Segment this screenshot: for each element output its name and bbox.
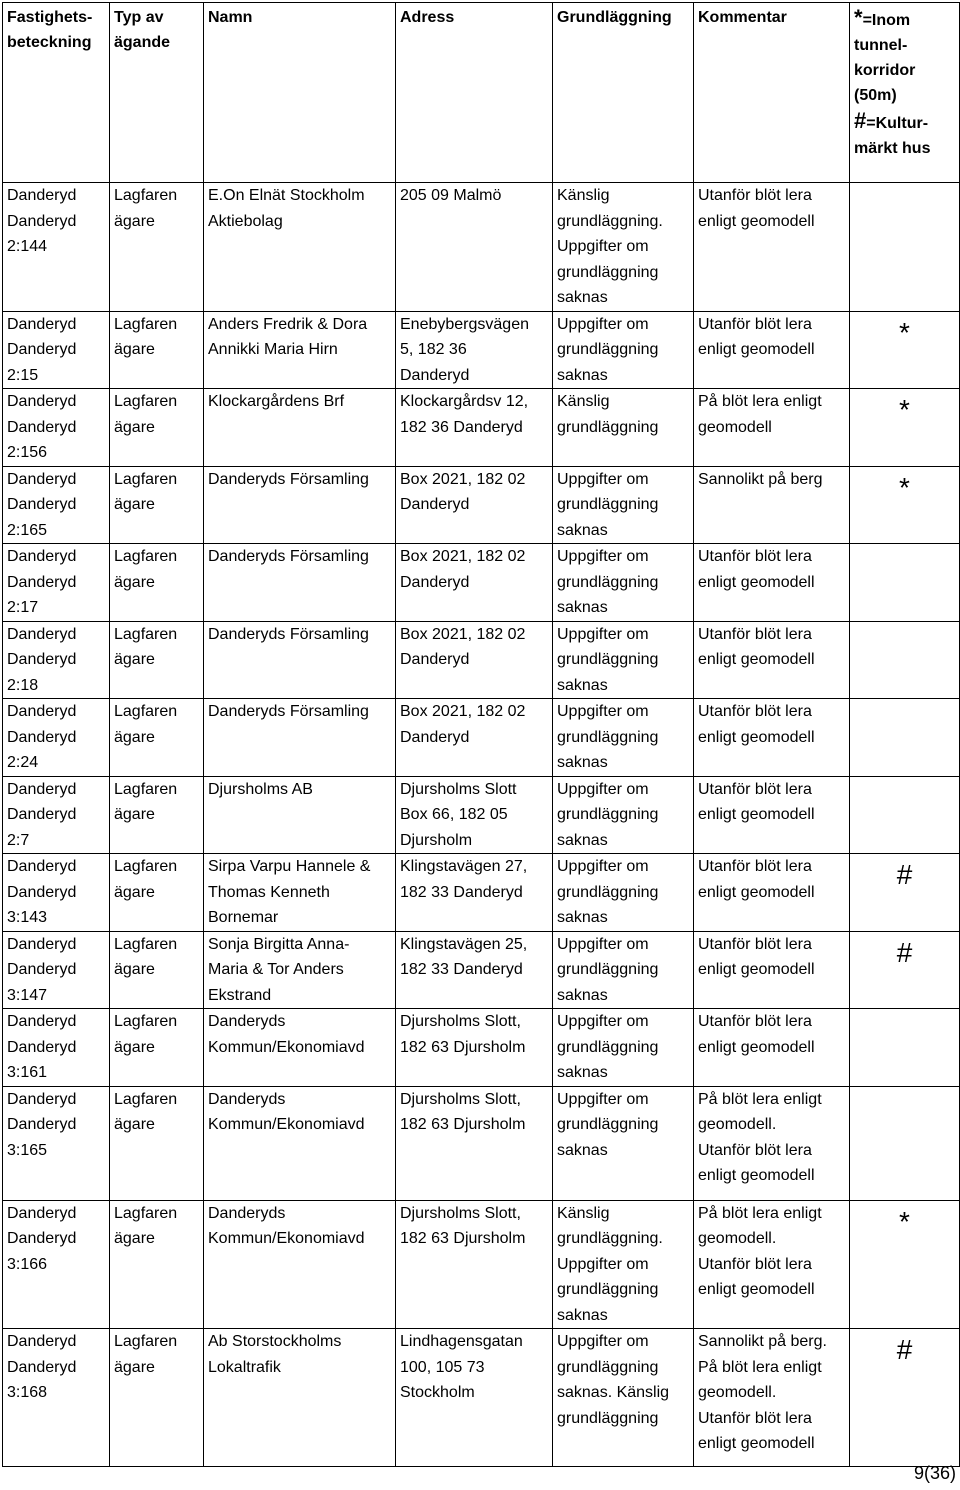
cell-adress: Djursholms Slott, 182 63 Djursholm [396, 1200, 553, 1329]
legend-hash [854, 108, 955, 161]
table-row [3, 1329, 960, 1467]
cell-adress: Klockargårdsv 12, 182 36 Danderyd [396, 389, 553, 467]
cell-fastighet: Danderyd Danderyd 2:18 [3, 621, 110, 699]
cell-fastighet: Danderyd Danderyd 3:147 [3, 931, 110, 1009]
cell-namn: Danderyds Församling [204, 699, 396, 777]
cell-typ: Lagfaren ägare [110, 854, 204, 932]
property-table [2, 2, 960, 1467]
legend-star-text: =Inom tunnel- korridor (50m) [854, 12, 916, 104]
cell-kommentar: På blöt lera enligt geomodell. Utanför blöt lera enligt geomodell [694, 1086, 850, 1200]
cell-kommentar: Utanför blöt lera enligt geomodell [694, 776, 850, 854]
cell-fastighet: Danderyd Danderyd 3:168 [3, 1329, 110, 1467]
cell-kommentar: Utanför blöt lera enligt geomodell [694, 699, 850, 777]
cell-adress: Box 2021, 182 02 Danderyd [396, 466, 553, 544]
cell-grundlaggning: Uppgifter om grundläggning saknas [553, 931, 694, 1009]
cell-typ: Lagfaren ägare [110, 621, 204, 699]
cell-namn: Sonja Birgitta Anna- Maria & Tor Anders Ekstrand [204, 931, 396, 1009]
cell-typ: Lagfaren ägare [110, 183, 204, 312]
header-grundlaggning: Grundläggning [553, 3, 694, 183]
cell-kommentar: På blöt lera enligt geomodell. Utanför blöt lera enligt geomodell [694, 1200, 850, 1329]
cell-grundlaggning: Uppgifter om grundläggning saknas [553, 1009, 694, 1087]
cell-fastighet: Danderyd Danderyd 3:166 [3, 1200, 110, 1329]
cell-adress: Lindhagensgatan 100, 105 73 Stockholm [396, 1329, 553, 1467]
table-row [3, 1086, 960, 1200]
header-namn: Namn [204, 3, 396, 183]
cell-marker [850, 544, 960, 622]
cell-fastighet: Danderyd Danderyd 3:143 [3, 854, 110, 932]
cell-grundlaggning: Uppgifter om grundläggning saknas [553, 1086, 694, 1200]
cell-kommentar: Sannolikt på berg. På blöt lera enligt geomodell. Utanför blöt lera enligt geomodell [694, 1329, 850, 1467]
cell-fastighet: Danderyd Danderyd 2:156 [3, 389, 110, 467]
cell-marker [850, 776, 960, 854]
cell-grundlaggning: Uppgifter om grundläggning saknas [553, 699, 694, 777]
cell-marker: # [850, 931, 960, 1009]
cell-grundlaggning: Uppgifter om grundläggning saknas [553, 311, 694, 389]
cell-marker: * [850, 1200, 960, 1329]
cell-marker: # [850, 854, 960, 932]
cell-marker: * [850, 311, 960, 389]
cell-namn: Danderyds Kommun/Ekonomiavd [204, 1009, 396, 1087]
legend-star [854, 5, 955, 108]
cell-namn: Danderyds Församling [204, 621, 396, 699]
cell-adress: Djursholms Slott Box 66, 182 05 Djursholm [396, 776, 553, 854]
header-kommentar: Kommentar [694, 3, 850, 183]
cell-adress: Klingstavägen 25, 182 33 Danderyd [396, 931, 553, 1009]
table-row [3, 621, 960, 699]
cell-marker [850, 699, 960, 777]
cell-marker [850, 621, 960, 699]
page-number: 9(36) [913, 1463, 956, 1483]
cell-adress: Enebybergsvägen 5, 182 36 Danderyd [396, 311, 553, 389]
legend-star-symbol: * [854, 5, 863, 30]
cell-adress: Box 2021, 182 02 Danderyd [396, 699, 553, 777]
table-row [3, 183, 960, 312]
cell-grundlaggning: Uppgifter om grundläggning saknas [553, 466, 694, 544]
cell-kommentar: Utanför blöt lera enligt geomodell [694, 183, 850, 312]
cell-namn: Sirpa Varpu Hannele & Thomas Kenneth Bornemar [204, 854, 396, 932]
cell-typ: Lagfaren ägare [110, 1086, 204, 1200]
cell-grundlaggning: Uppgifter om grundläggning saknas [553, 621, 694, 699]
cell-kommentar: På blöt lera enligt geomodell [694, 389, 850, 467]
cell-adress: Klingstavägen 27, 182 33 Danderyd [396, 854, 553, 932]
table-row [3, 1009, 960, 1087]
cell-namn: Djursholms AB [204, 776, 396, 854]
cell-marker [850, 1086, 960, 1200]
cell-adress: Box 2021, 182 02 Danderyd [396, 621, 553, 699]
table-row [3, 854, 960, 932]
cell-grundlaggning: Uppgifter om grundläggning saknas [553, 776, 694, 854]
cell-namn: Klockargårdens Brf [204, 389, 396, 467]
table-row [3, 776, 960, 854]
cell-typ: Lagfaren ägare [110, 1329, 204, 1467]
table-row [3, 699, 960, 777]
cell-namn: Danderyds Kommun/Ekonomiavd [204, 1086, 396, 1200]
cell-grundlaggning: Känslig grundläggning [553, 389, 694, 467]
cell-namn: E.On Elnät Stockholm Aktiebolag [204, 183, 396, 312]
table-row [3, 544, 960, 622]
cell-typ: Lagfaren ägare [110, 311, 204, 389]
cell-grundlaggning: Uppgifter om grundläggning saknas [553, 544, 694, 622]
header-typ: Typ av ägande [110, 3, 204, 183]
table-row [3, 931, 960, 1009]
cell-grundlaggning: Uppgifter om grundläggning saknas [553, 854, 694, 932]
cell-marker: # [850, 1329, 960, 1467]
cell-adress: 205 09 Malmö [396, 183, 553, 312]
cell-namn: Danderyds Församling [204, 544, 396, 622]
cell-typ: Lagfaren ägare [110, 544, 204, 622]
table-row [3, 311, 960, 389]
cell-marker [850, 1009, 960, 1087]
cell-kommentar: Utanför blöt lera enligt geomodell [694, 931, 850, 1009]
legend-hash-text: =Kultur- märkt hus [854, 115, 931, 157]
table-row [3, 389, 960, 467]
cell-kommentar: Utanför blöt lera enligt geomodell [694, 311, 850, 389]
cell-typ: Lagfaren ägare [110, 466, 204, 544]
legend-hash-symbol: # [854, 108, 867, 133]
cell-adress: Box 2021, 182 02 Danderyd [396, 544, 553, 622]
cell-typ: Lagfaren ägare [110, 389, 204, 467]
cell-marker: * [850, 389, 960, 467]
cell-kommentar: Utanför blöt lera enligt geomodell [694, 621, 850, 699]
cell-typ: Lagfaren ägare [110, 1009, 204, 1087]
cell-kommentar: Utanför blöt lera enligt geomodell [694, 544, 850, 622]
cell-grundlaggning: Uppgifter om grundläggning saknas. Känslig grundläggning [553, 1329, 694, 1467]
cell-kommentar: Utanför blöt lera enligt geomodell [694, 1009, 850, 1087]
cell-fastighet: Danderyd Danderyd 2:17 [3, 544, 110, 622]
cell-adress: Djursholms Slott, 182 63 Djursholm [396, 1086, 553, 1200]
cell-namn: Ab Storstockholms Lokaltrafik [204, 1329, 396, 1467]
cell-fastighet: Danderyd Danderyd 2:15 [3, 311, 110, 389]
cell-namn: Danderyds Kommun/Ekonomiavd [204, 1200, 396, 1329]
table-row [3, 1200, 960, 1329]
cell-kommentar: Utanför blöt lera enligt geomodell [694, 854, 850, 932]
cell-fastighet: Danderyd Danderyd 2:7 [3, 776, 110, 854]
cell-fastighet: Danderyd Danderyd 2:24 [3, 699, 110, 777]
cell-grundlaggning: Känslig grundläggning. Uppgifter om grundläggning saknas [553, 1200, 694, 1329]
cell-typ: Lagfaren ägare [110, 1200, 204, 1329]
cell-adress: Djursholms Slott, 182 63 Djursholm [396, 1009, 553, 1087]
table-row [3, 466, 960, 544]
header-row [3, 3, 960, 183]
header-adress: Adress [396, 3, 553, 183]
cell-fastighet: Danderyd Danderyd 2:144 [3, 183, 110, 312]
cell-typ: Lagfaren ägare [110, 931, 204, 1009]
cell-marker [850, 183, 960, 312]
cell-grundlaggning: Känslig grundläggning. Uppgifter om grundläggning saknas [553, 183, 694, 312]
header-fastighet: Fastighets- beteckning [3, 3, 110, 183]
cell-typ: Lagfaren ägare [110, 776, 204, 854]
cell-namn: Anders Fredrik & Dora Annikki Maria Hirn [204, 311, 396, 389]
cell-typ: Lagfaren ägare [110, 699, 204, 777]
cell-marker: * [850, 466, 960, 544]
cell-fastighet: Danderyd Danderyd 3:165 [3, 1086, 110, 1200]
cell-fastighet: Danderyd Danderyd 3:161 [3, 1009, 110, 1087]
header-legend [850, 3, 960, 183]
cell-kommentar: Sannolikt på berg [694, 466, 850, 544]
cell-namn: Danderyds Församling [204, 466, 396, 544]
cell-fastighet: Danderyd Danderyd 2:165 [3, 466, 110, 544]
